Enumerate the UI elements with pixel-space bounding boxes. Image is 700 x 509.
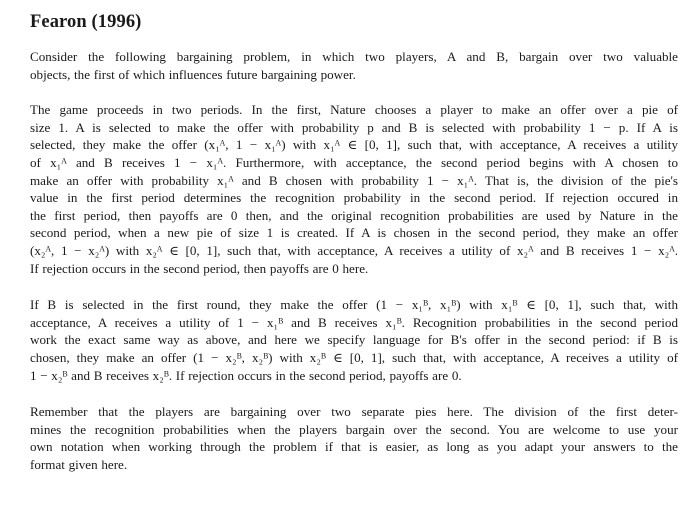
text-line: mines the recognition probabilities when the players bargain over the second. You are welcome to use your	[30, 421, 678, 437]
text-line: size 1. A is selected to make the offer with probability p and B is selected with probability 1 − p. If A is	[30, 119, 678, 135]
paragraph-remember	[30, 403, 678, 473]
text-line: If rejection occurs in the second period, then payoffs are 0 here.	[30, 260, 369, 276]
paragraph-b-selected	[30, 296, 678, 384]
text-line: own notation when working through the problem if that is easier, as long as you adapt your answers to the	[30, 439, 678, 455]
text-line: Remember that the players are bargaining over two separate pies here. The division of the first deter-	[30, 404, 678, 420]
text-line: work the exact same way as above, and here we specify language for B's offer in the second period: if B is	[30, 332, 678, 348]
document-title: Fearon (1996)	[30, 12, 142, 32]
paragraph-game-periods	[30, 101, 678, 277]
paragraph-intro	[30, 48, 678, 83]
text-line: Consider the following bargaining problem, in which two players, A and B, bargain over two valuable	[30, 49, 678, 64]
text-line: acceptance, A receives a utility of 1 − x₁ᴮ and B receives x₁ᴮ. Recognition probabilities in the second period	[30, 314, 678, 330]
text-line: second period, when a new pie of size 1 is created. If A is chosen in the second period, they make an offer	[30, 225, 678, 241]
text-line: objects, the first of which influences future bargaining power.	[30, 66, 356, 82]
text-line: format given here.	[30, 456, 128, 472]
text-line: 1 − x₂ᴮ and B receives x₂ᴮ. If rejection occurs in the second period, payoffs are 0.	[30, 367, 462, 383]
text-line: selected, they make the offer (x₁ᴬ, 1 − x₁ᴬ) with x₁ᴬ ∈ [0, 1], such that, with acceptance, A receives a utility	[30, 137, 678, 153]
text-line: of x₁ᴬ and B receives 1 − x₁ᴬ. Furthermore, with acceptance, the second period begins with A chosen to	[30, 154, 678, 170]
text-line: the first period, then payoffs are 0 then, and the original recognition probabilities are used by Nature in the	[30, 207, 678, 223]
text-line: make an offer with probability x₁ᴬ and B chosen with probability 1 − x₁ᴬ. That is, the division of the pie's	[30, 172, 678, 188]
text-line: If B is selected in the first round, they make the offer (1 − x₁ᴮ, x₁ᴮ) with x₁ᴮ ∈ [0, 1], such that, with	[30, 297, 678, 313]
text-line: chosen, they make an offer (1 − x₂ᴮ, x₂ᴮ) with x₂ᴮ ∈ [0, 1], such that, with acceptance, A receives a utility of	[30, 349, 678, 365]
text-line: (x₂ᴬ, 1 − x₂ᴬ) with x₂ᴬ ∈ [0, 1], such that, with acceptance, A receives a utility of x₂ᴬ and B receives 1 − x₂ᴬ.	[30, 242, 678, 258]
text-line: The game proceeds in two periods. In the first, Nature chooses a player to make an offer over a pie of	[30, 102, 678, 118]
text-line: value in the first period determines the recognition probability in the second period. If rejection occured in	[30, 190, 678, 206]
